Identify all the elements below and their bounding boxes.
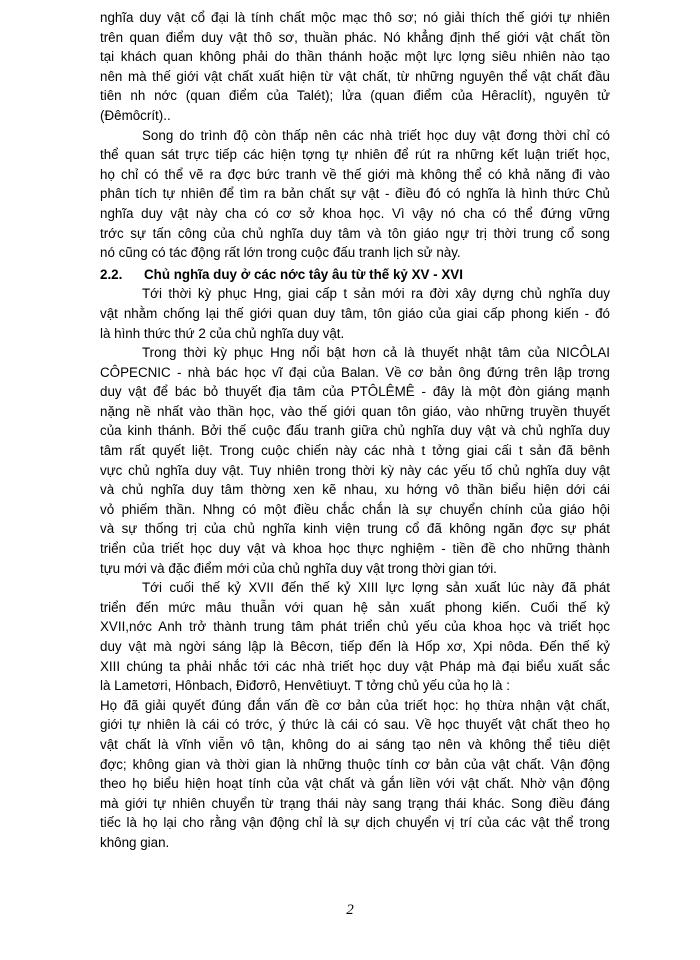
section-title: Chủ nghĩa duy ở các nớc tây âu từ thế kỷ XV - XVI [144,266,463,282]
text-line: duy vật để bác bỏ thuyết địa tâm của PTÔLÊMÊ - đây là một đòn giáng mạnh [100,384,610,400]
text-line: không gian. [100,834,170,850]
text-line: Trong thời kỳ phục Hng nổi bật hơn cả là thuyết nhật tâm của NICÔLAI [142,345,610,361]
text-line: triển đến mức mâu thuẫn với quan hệ sản xuất phong kiến. Cuối thế kỷ [100,599,610,615]
text-line: tựu mới và đặc điểm mới của chủ nghĩa duy vật trong thời gian tới. [100,560,497,576]
text-line: mà giới tự nhiên chuyển từ trạng thái này sang trạng thái khác. Song điều đáng [100,795,610,811]
text-line: là Lametơri, Hônbach, Điđơrô, Henvêtiuyt. T tởng chủ yếu của họ là : [100,678,510,694]
document-body [100,8,610,853]
text-line: nghĩa duy vật cổ đại là tính chất mộc mạc thô sơ; nó giải thích thế giới tự nhiên [100,10,610,25]
text-line: XVII,nớc Anh trở thành trung tâm phát triển chủ yếu của khoa học và triết học [100,619,610,635]
text-line: tiếc là họ lại cho rằng vận động chỉ là sự dịch chuyển vị trí của các vật thể trong [100,815,610,831]
text-line: là hình thức thứ 2 của chủ nghĩa duy vật. [100,325,345,341]
text-line: thể quan sát trực tiếp các hiện tợng tự nhiên để rút ra những kết luận triết học, [100,147,610,163]
text-line: CÔPECNIC - nhà bác học vĩ đại của Balan. Về cơ bản ông đứng trên lập trơng [100,364,610,380]
text-line: Tới thời kỳ phục Hng, giai cấp t sản mới ra đời xây dựng chủ nghĩa duy [142,286,610,302]
text-line: trên quan điểm duy vật thô sơ, thuần phác. Nó khẳng định thế giới vật chất tồn [100,29,610,45]
text-line: đợc; không gian và thời gian là những thuộc tính cơ bản của vật chất. Vận động [100,756,610,772]
text-line: giới tự nhiên là cái có trớc, ý thức là cái có sau. Về học thuyết vật chất theo họ [100,717,610,733]
section-heading [100,265,610,285]
text-line: nên mà thế giới vật chất xuất hiện từ vật chất, từ những nguyên thể vật chất đầu [100,68,610,84]
text-line: tiên nh nớc (quan điểm của Talét); lửa (quan điểm của Hêraclít), nguyên tử [100,88,610,104]
text-line: họ chỉ có thể vẽ ra đợc bức tranh về thế giới mà không thể có khả năng đi vào [100,166,610,182]
text-line: và sự thống trị của chủ nghĩa kinh viện trung cổ đã không ngăn đợc sự phát [100,521,610,537]
text-line: và chủ nghĩa duy tâm thờng xen kẽ nhau, xu hớng vô thần biểu hiện dới cái [100,482,610,498]
text-line: của kinh thánh. Bởi thế cuộc đấu tranh giữa chủ nghĩa duy vật và chủ nghĩa duy [100,423,610,439]
text-line: nghĩa duy vật này cha có cơ sở khoa học. Vì vậy nó cha có thể đứng vững [100,205,610,221]
text-line: duy vật mà ngời sáng lập là Bêcơn, tiếp đến là Hốp xơ, Xpi nôda. Đến thế kỷ [100,639,610,654]
text-line: theo họ biểu hiện hoạt tính của vật chất và gắn liền với vật chất. Nhờ vận động [100,776,610,792]
text-line: vật nhằm chống lại thế giới quan duy tâm, tôn giáo của giai cấp phong kiến - đó [100,305,610,321]
text-line: Tới cuối thế kỷ XVII đến thế kỷ XIII lực lợng sản xuất lúc này đã phát [142,580,610,596]
text-line: nó cũng có tác động rất lớn trong cuộc đấu tranh lịch sử này. [100,245,461,261]
text-line: vỏ phiếm thần. Nhng có một điều chắc chắn là sự chuyển chính của giáo hội [100,501,610,517]
text-line: tâm rất quyết liệt. Trong cuộc chiến này các nhà t tởng giai cấi t sản đã bênh [100,443,610,459]
page-number: 2 [346,902,354,918]
text-line: tại khách quan không phải do thần thánh hoặc một lực lợng siêu nhiên nào tạo [100,49,610,65]
text-line: vực chủ nghĩa duy vật. Tuy nhiên trong thời kỳ này các yếu tố chủ nghĩa duy vật [100,462,610,478]
text-line: (Đêmôcrít).. [100,107,171,123]
text-line: Song do trình độ còn thấp nên các nhà triết học duy vật đơng thời chỉ có [142,127,610,143]
section-number: 2.2. [100,266,123,282]
text-line: trớc sự tấn công của chủ nghĩa duy tâm và tôn giáo ngự trị thời trung cổ song [100,225,610,241]
text-line: triển của triết học duy vật và khoa học thực nghiệm - tiền đề cho những thành [100,541,610,557]
text-line: phân tích tự nhiên để tìm ra bản chất sự vật - điều đó có nghĩa là hình thức Chủ [100,186,610,202]
text-line: vật chất là vĩnh viễn vô tận, không do ai sáng tạo nên và không thể tiêu diệt [100,736,610,752]
text-line: XIII chúng ta phải nhắc tới các nhà triết học duy vật Pháp mà đại biểu xuất sắc [100,658,610,674]
text-line: Họ đã giải quyết đúng đắn vấn đề cơ bản của triết học: họ thừa nhận vật chất, [100,697,610,713]
text-line: nặng nề nhất vào thần học, vào thế giới quan tôn giáo, vào những truyền thuyết [100,403,610,419]
